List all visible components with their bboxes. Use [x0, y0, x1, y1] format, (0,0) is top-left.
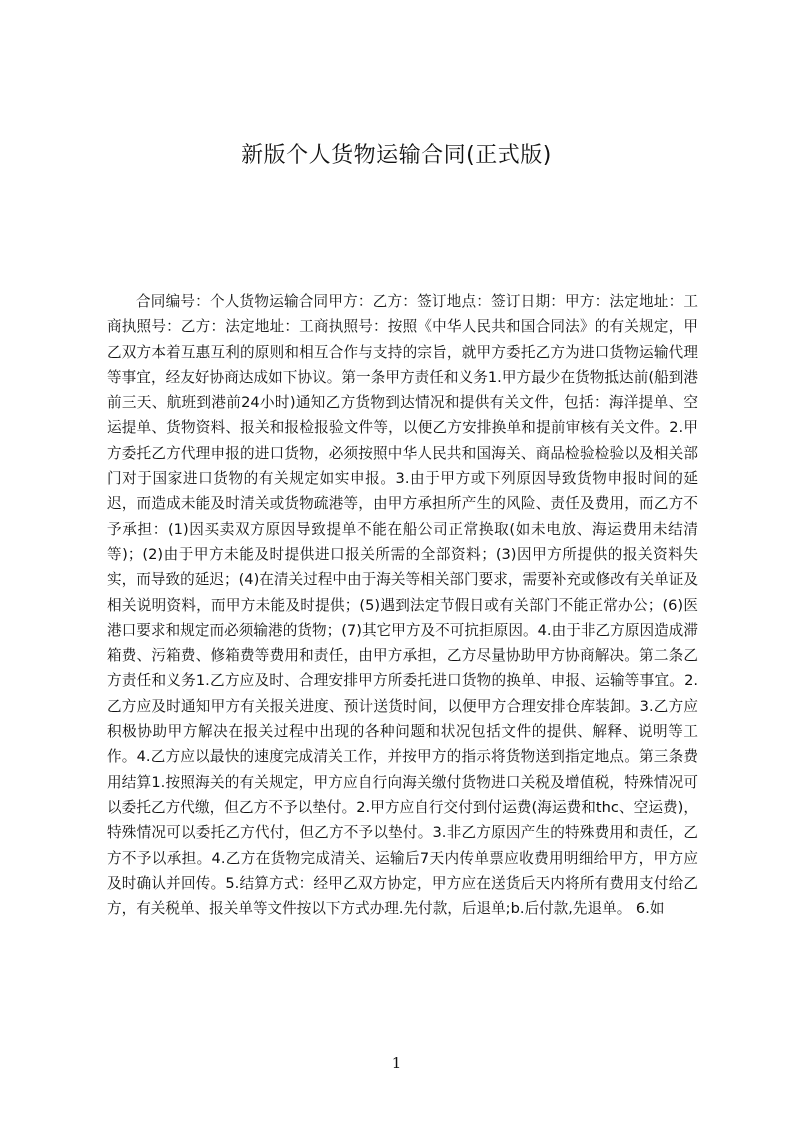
page-number: 1	[391, 1054, 402, 1072]
contract-body-text: 合同编号：个人货物运输合同甲方：乙方：签订地点：签订日期：甲方：法定地址：工商执照号：乙方：法定地址：工商执照号：按照《中华人民共和国合同法》的有关规定，甲乙双方本着互惠互利的原则和相互合作与支持的宗旨，就甲方委托乙方为进口货物运输代理等事宜，经友好协商达成如下协议。第一条甲方责任和义务1.甲方最少在货物抵达前(船到港前三天、航班到港前24小时)通知乙方货物到达情况和提供有关文件，包括：海洋提单、空运提单、货物资料、报关和报检报验文件等，以便乙方安排换单和提前审核有关文件。2.甲方委托乙方代理申报的进口货物，必须按照中华人民共和国海关、商品检验检验以及相关部门对于国家进口货物的有关规定如实申报。3.由于甲方或下列原因导致货物申报时间的延迟，而造成未能及时清关或货物疏港等，由甲方承担所产生的风险、责任及费用，而乙方不予承担：(1)因买卖双方原因导致提单不能在船公司正常换取(如未电放、海运费用未结清等)；(2)由于甲方未能及时提供进口报关所需的全部资料；(3)因甲方所提供的报关资料失实，而导致的延迟；(4)在清关过程中由于海关等相关部门要求，需要补充或修改有关单证及相关说明资料，而甲方未能及时提供；(5)遇到法定节假日或有关部门不能正常办公；(6)医港口要求和规定而必须输港的货物；(7)其它甲方及不可抗拒原因。4.由于非乙方原因造成滞箱费、污箱费、修箱费等费用和责任，由甲方承担，乙方尽量协助甲方协商解决。第二条乙方责任和义务1.乙方应及时、合理安排甲方所委托进口货物的换单、申报、运输等事宜。2.乙方应及时通知甲方有关报关进度、预计送货时间，以便甲方合理安排仓库装卸。3.乙方应积极协助甲方解决在报关过程中出现的各种问题和状况包括文件的提供、解释、说明等工作。4.乙方应以最快的速度完成清关工作，并按甲方的指示将货物送到指定地点。第三条费用结算1.按照海关的有关规定，甲方应自行向海关缴付货物进口关税及增值税，特殊情况可以委托乙方代缴，但乙方不予以垫付。2.甲方应自行交付到付运费(海运费和thc、空运费)，特殊情况可以委托乙方代付，但乙方不予以垫付。3.非乙方原因产生的特殊费用和责任，乙方不予以承担。4.乙方在货物完成清关、运输后7天内传单票应收费用明细给甲方，甲方应及时确认并回传。5.结算方式：经甲乙双方协定，甲方应在送货后天内将所有费用支付给乙方，有关税单、报关单等文件按以下方式办理.先付款，后退单;b.后付款,先退单。 6.如	[107, 293, 698, 918]
document-title: 新版个人货物运输合同(正式版)	[241, 143, 552, 168]
